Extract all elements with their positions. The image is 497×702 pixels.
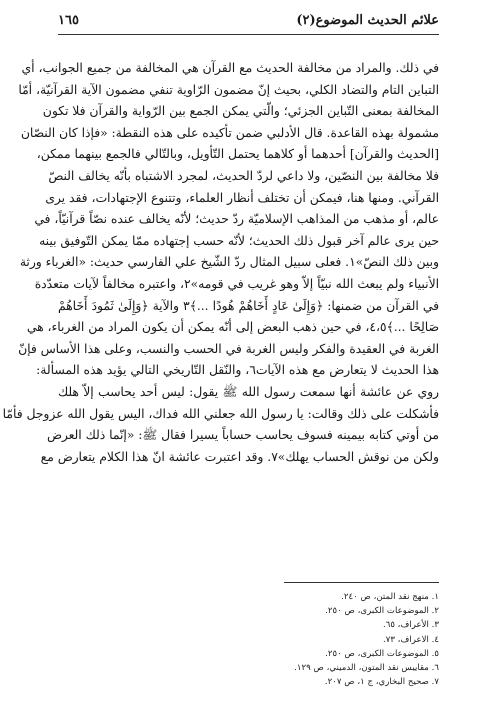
- text-line: روي عن عائشة أنها سمعت رسول الله ﷺ يقول: ليس أحد يحاسب إلاّ هلك: [58, 384, 439, 399]
- text-line: الغربة في العقيدة والفكر وليس الغربة في الحسب والنسب، وعلى هذا الأساس فإنّ: [18, 341, 439, 356]
- footnote-rule: [284, 582, 439, 583]
- header-rule: [58, 34, 439, 35]
- footnote: ٣. الأعراف، ٦٥.: [382, 620, 439, 631]
- text-line: حين يرى عالم آخر قبول ذلك الحديث؛ لأنّه حسب إجتهاده ممّا يمكن التّوفيق بينه: [39, 233, 439, 248]
- running-title: علائم الحديث الموضوع(٢): [296, 13, 439, 28]
- text-line: المخالفة بمعنى التّباين الجزئي؛ والّتي يمكن الجمع بين الرّواية والقرآن فلا تكون: [42, 104, 439, 119]
- text-line: في القرآن من ضمنها: ﴿وَإِلَىٰ عَادٍ أَخَاهُمْ هُودًا ...﴾٣ والآية ﴿وَإِلَىٰ ثَمُودَ أَخَاهُمْ: [58, 298, 439, 313]
- text-line: الأنبياء ولم يبعث الله نبيّاً إلاّ وهو غريب في قومه»٢، واعتبره مخالفاً لآيات متعدّدة: [34, 276, 439, 291]
- footnote: ١. منهج نقد المتن، ص ٢٤٠.: [341, 592, 439, 602]
- text-line: [الحديث والقرآن] أحدهما أو كلاهما يحتمل التّأويل، وبالتّالي فالجمع بينهما ممكن،: [36, 147, 439, 162]
- footnote: ٦. مقاييس نقد المتون، الدميني، ص ١٢٩.: [294, 662, 439, 673]
- running-header: [58, 10, 439, 32]
- text-line: مشمولة بهذه القاعدة. قال الأدلبي ضمن تأكيده على هذه النقطة: «فإذا كان النصّان: [20, 125, 439, 140]
- text-line: هذا الحديث لا يتعارض مع هذه الآيات٦، والنّقل التّاريخي التالي يؤيد هذه المسألة:: [36, 363, 439, 378]
- text-line: عالم، أو مذهب من المذاهب الإسلاميّة ردّ حديث؛ لأنّه يخالف عنده نصّاً قرآنيّاً، في: [34, 212, 439, 227]
- page-number: ١٦٥: [58, 13, 79, 28]
- text-line: صَالِحًا ...﴾٤،٥، في حين ذهب البعض إلى أنّه يمكن أن يكون المراد من الغرباء، هي: [26, 320, 439, 335]
- text-line: فأشكلت على ذلك وقالت: يا رسول الله جعلني الله فداك، اليس يقول الله عزوجل فأمّا: [2, 406, 439, 421]
- text-line: القرآني. ومنها هنا، فيمكن أن تختلف أنظار العلماء، وتتنوع الإجتهادات، فقد يرى: [45, 190, 439, 205]
- footnote: ٢. الموضوعات الكبرى، ص ٢٥٠.: [325, 606, 439, 617]
- body-text: [2, 58, 439, 468]
- footnote: ٥. الموضوعات الكبرى، ص ٢٥٠.: [325, 648, 439, 659]
- text-line: في ذلك. والمراد من مخالفة الحديث مع القرآن هي المخالفة من جميع الجوانب، أي: [21, 61, 439, 75]
- text-line: فلا مخالفة بين النصّين، ولا داعي لردّ الحديث، لمجرد الاشتباه بأنّه يخالف النصّ: [48, 168, 439, 183]
- text-line: من أوتي كتابه بيمينه فسوف يحاسب حساباً يسيرا فقال ﷺ: «إنّما ذلك العرض: [46, 428, 439, 443]
- text-line: وبين ذلك النصّ»١. فعلى سبيل المثال ردّ الشّيخ علي الفارسي حديث: «الغرباء ورثة: [19, 255, 439, 270]
- footnotes: [58, 590, 439, 689]
- text-line: التباين التام والتضاد الكلي، بحيث إنّ مضمون الرّاوية تنفي مضمون الآية القرآنيّة، أمّا: [18, 82, 439, 97]
- footnote: ٧. صحيح البخاري، ج ١، ص ٢٠٧.: [324, 677, 439, 688]
- footnote: ٤. الاعراف، ٧٣.: [382, 634, 439, 645]
- text-line: ولكن من نوقش الحساب يهلك»٧. وقد اعتبرت عائشة انّ هذا الكلام يتعارض مع: [40, 449, 439, 464]
